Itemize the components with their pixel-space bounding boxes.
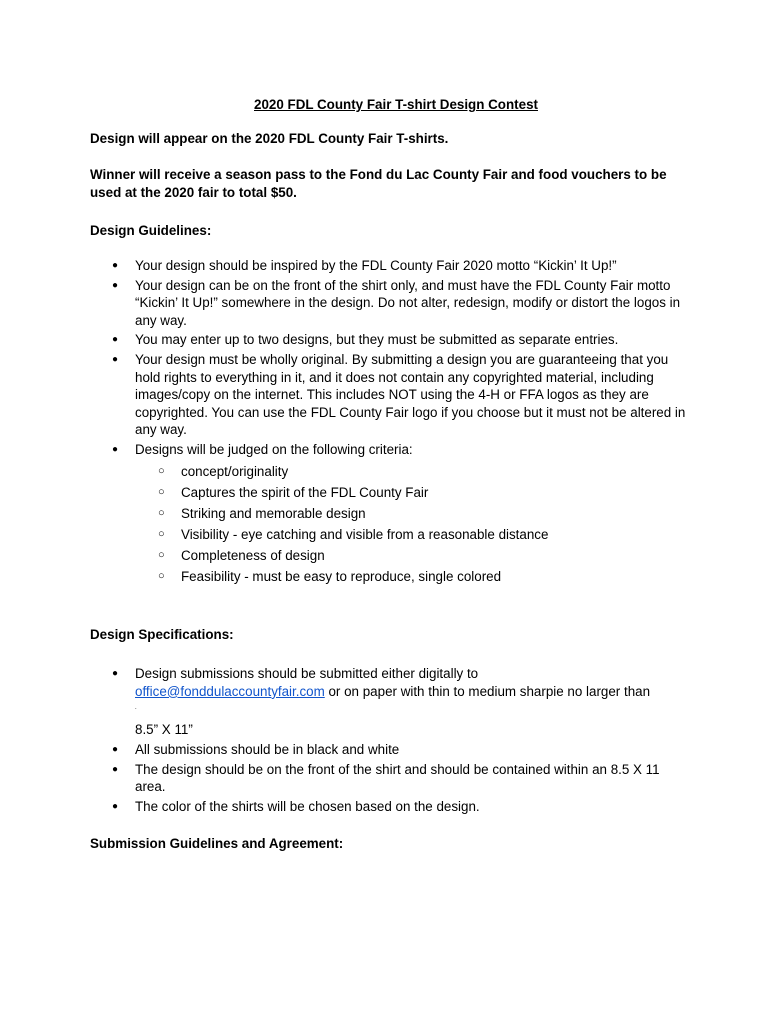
guideline-item: ● Your design must be wholly original. By submitting a design you are guaranteeing that you hold rights to everything in it, and it does not contain any copyrighted material, including images/copy on the internet. This includes NOT using the 4-H or FFA logos as they are copyrighted. You can use the FDL County Fair logo if you choose but it must not be altered in any way. [90,351,690,439]
criteria-text: Visibility - eye catching and visible from a reasonable distance [181,526,549,542]
criteria-item [90,547,690,565]
guideline-item: ● Your design can be on the front of the shirt only, and must have the FDL County Fair motto “Kickin’ It Up!” somewhere in the design. Do not alter, redesign, modify or distort the logos in any way. [90,277,690,330]
criteria-text: Completeness of design [181,547,325,563]
criteria-item [90,526,690,544]
guideline-item: ● Your design should be inspired by the FDL County Fair 2020 motto “Kickin’ It Up!” [90,257,690,275]
criteria-text: Captures the spirit of the FDL County Fair [181,484,429,500]
spec-item-submission [90,665,690,739]
stray-dot: . [135,705,137,712]
spec-item: ● The color of the shirts will be chosen based on the design. [90,798,690,816]
page-title: 2020 FDL County Fair T-shirt Design Contest [254,97,538,112]
spec-item: ● All submissions should be in black and white [90,741,690,759]
size-text: 8.5” X 11” [135,722,193,738]
criteria-text: Feasibility - must be easy to reproduce, single colored [181,568,502,584]
specifications-heading: Design Specifications: [90,626,234,642]
spec-item: ● The design should be on the front of the shirt and should be contained within an 8.5 X 11 area. [90,761,690,796]
document-page [90,96,690,853]
guideline-item-criteria [90,441,690,586]
criteria-intro: Designs will be judged on the following criteria: [135,441,413,457]
email-link[interactable]: office@fonddulaccountyfair.com [135,683,325,699]
intro-paragraph-1: Design will appear on the 2020 FDL County Fair T-shirts. [90,130,449,146]
criteria-item [90,505,690,523]
guideline-item: ● You may enter up to two designs, but they must be submitted as separate entries. [90,331,690,349]
criteria-item [90,484,690,502]
spec-item-text: Design submissions should be submitted either digitally to [135,666,479,682]
intro-paragraph-2: Winner will receive a season pass to the Fond du Lac County Fair and food vouchers to be used at the 2020 fair to total $50. [90,167,667,200]
criteria-list [135,463,690,586]
guidelines-heading: Design Guidelines: [90,223,212,239]
spec-item-text-suffix: or on paper with thin to medium sharpie no larger than [324,683,651,699]
criteria-item [90,568,690,586]
criteria-item [90,463,690,481]
criteria-text: Striking and memorable design [181,505,366,521]
specifications-list [90,665,690,815]
submission-heading: Submission Guidelines and Agreement: [90,836,344,852]
criteria-text: concept/originality [181,463,289,479]
guidelines-list [90,257,690,586]
